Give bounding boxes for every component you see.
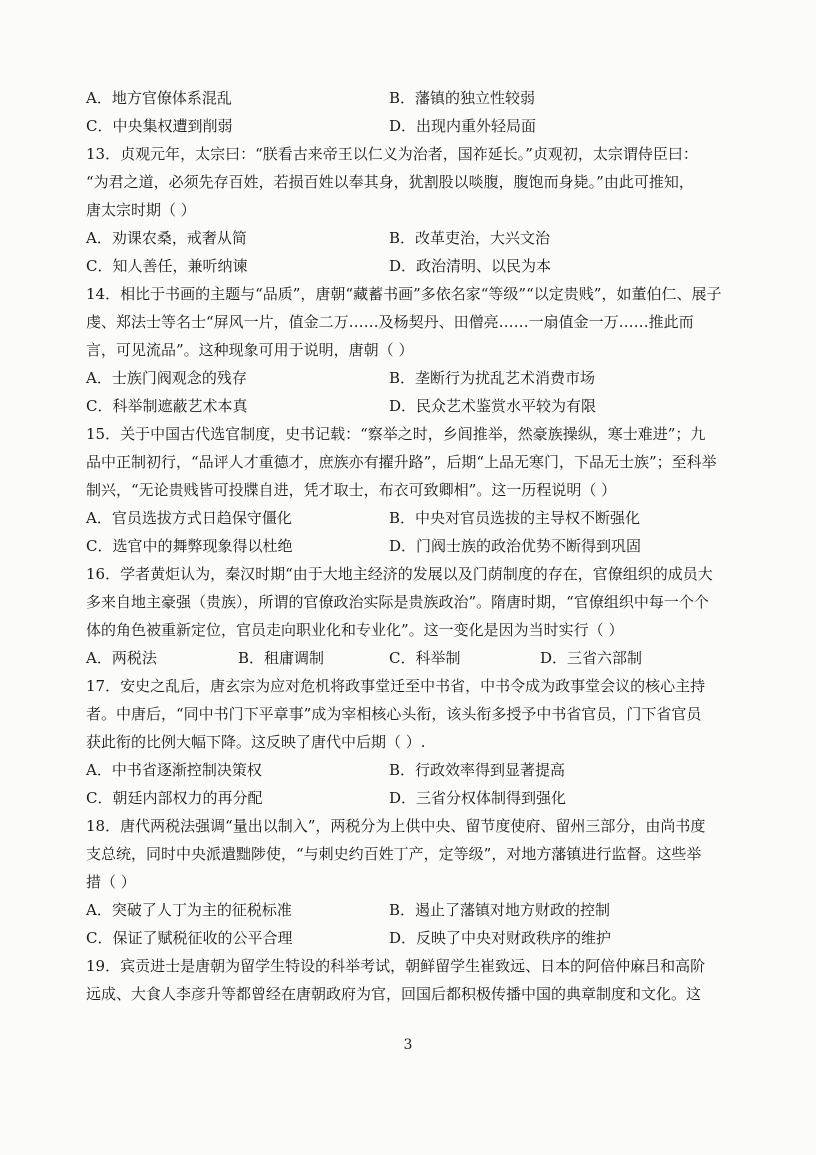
options-row (86, 644, 736, 672)
option-c: C．保证了赋税征收的公平合理 (86, 929, 293, 947)
option-a: A．两税法 (86, 649, 157, 667)
question-text: 18．唐代两税法强调“量出以制入”，两税分为上供中央、留节度使府、留州三部分，由尚书度 (86, 817, 706, 835)
options-row (86, 112, 736, 140)
option-a: A．官员选拔方式日趋保守僵化 (86, 509, 292, 527)
option-d: D．出现内重外轻局面 (389, 117, 537, 135)
option-a: A．中书省逐渐控制决策权 (86, 761, 262, 779)
question-16 (86, 560, 736, 672)
option-c: C．科举制 (389, 649, 461, 667)
question-text: 远成、大食人李彦升等都曾经在唐朝政府为官，回国后都积极传播中国的典章制度和文化。这 (86, 985, 702, 1003)
page-number: 3 (403, 1037, 413, 1053)
options-row (86, 896, 736, 924)
option-a: A．劝课农桑，戒奢从简 (86, 229, 247, 247)
question-14 (86, 280, 736, 420)
question-19 (86, 952, 736, 1008)
option-b: B．藩镇的独立性较弱 (389, 89, 536, 107)
options-row (86, 392, 736, 420)
option-c: C．知人善任，兼听纳谏 (86, 257, 248, 275)
option-b: B．行政效率得到显著提高 (389, 761, 566, 779)
option-d: D．门阀士族的政治优势不断得到巩固 (389, 537, 642, 555)
options-row (86, 84, 736, 112)
option-b: B．遏止了藩镇对地方财政的控制 (389, 901, 611, 919)
options-row (86, 364, 736, 392)
option-d: D．政治清明、以民为本 (389, 257, 552, 275)
option-d: D．反映了中央对财政秩序的维护 (389, 929, 612, 947)
option-a: A．突破了人丁为主的征税标准 (86, 901, 292, 919)
question-text: 唐太宗时期（ ） (86, 201, 196, 219)
option-b: B．租庸调制 (238, 649, 325, 667)
option-c: C．中央集权遭到削弱 (86, 117, 233, 135)
question-text: 制兴，“无论贵贱皆可投牒自进，凭才取士，布衣可致卿相”。这一历程说明（ ） (86, 481, 617, 499)
question-text: 体的角色被重新定位，官员走向职业化和专业化”。这一变化是因为当时实行（ ） (86, 621, 624, 639)
question-text: 者。中唐后，“同中书门下平章事”成为宰相核心头衔，该头衔多授予中书省官员，门下省官员 (86, 705, 702, 723)
question-text: 15．关于中国古代选官制度，史书记载：“察举之时，乡闾推举，然豪族操纵，寒士难进”；九 (86, 425, 706, 443)
question-text: 14．相比于书画的主题与“品质”，唐朝“藏蓄书画”多依名家“等级”“以定贵贱”，如董伯仁、展子 (86, 285, 722, 303)
option-d: D．三省六部制 (540, 649, 643, 667)
options-row (86, 924, 736, 952)
question-text: 言，可见流品”。这种现象可用于说明，唐朝（ ） (86, 341, 414, 359)
option-d: D．三省分权体制得到强化 (389, 789, 567, 807)
question-13 (86, 140, 736, 280)
options-row (86, 532, 736, 560)
option-c: C．选官中的舞弊现象得以杜绝 (86, 537, 293, 555)
options-row (86, 224, 736, 252)
question-text: 16．学者黄炬认为，秦汉时期“由于大地主经济的发展以及门荫制度的存在，官僚组织的成员大 (86, 565, 713, 583)
question-text: 13．贞观元年，太宗曰：“朕看古来帝王以仁义为治者，国祚延长。”贞观初，太宗谓侍臣曰： (86, 145, 698, 163)
options-row (86, 784, 736, 812)
option-a: A．士族门阀观念的残存 (86, 369, 247, 387)
question-text: 品中正制初行，“品评人才重德才，庶族亦有擢升路”，后期“上品无寒门，下品无士族”；至科举 (86, 453, 717, 471)
question-15 (86, 420, 736, 560)
question-text: 虔、郑法士等名士“屏风一片，值金二万……及杨契丹、田僧亮……一扇值金一万……推此而 (86, 313, 694, 331)
question-17 (86, 672, 736, 812)
question-text: 19．宾贡进士是唐朝为留学生特设的科举考试，朝鲜留学生崔致远、日本的阿倍仲麻吕和高阶 (86, 957, 706, 975)
question-text: 17．安史之乱后，唐玄宗为应对危机将政事堂迁至中书省，中书令成为政事堂会议的核心主持 (86, 677, 706, 695)
question-text: 支总统，同时中央派遣黜陟使，“与刺史约百姓丁产，定等级”，对地方藩镇进行监督。这些举 (86, 845, 702, 863)
options-row (86, 756, 736, 784)
question-text: 多来自地主豪强（贵族），所谓的官僚政治实际是贵族政治”。隋唐时期，“官僚组织中每一个个 (86, 593, 709, 611)
option-a: A．地方官僚体系混乱 (86, 89, 232, 107)
options-row (86, 252, 736, 280)
question-text: 获此衔的比例大幅下降。这反映了唐代中后期（ ）. (86, 733, 426, 751)
option-c: C．朝廷内部权力的再分配 (86, 789, 263, 807)
option-d: D．民众艺术鉴赏水平较为有限 (389, 397, 597, 415)
question-18 (86, 812, 736, 952)
page-content (86, 84, 736, 1008)
question-text: “为君之道，必须先存百姓，若损百姓以奉其身，犹割股以啖腹，腹饱而身毙。”由此可推知， (86, 173, 694, 191)
question-text: 措（ ） (86, 873, 136, 891)
option-b: B．垄断行为扰乱艺术消费市场 (389, 369, 596, 387)
option-c: C．科举制遮蔽艺术本真 (86, 397, 248, 415)
options-row (86, 504, 736, 532)
option-b: B．改革吏治，大兴文治 (389, 229, 551, 247)
option-b: B．中央对官员选拔的主导权不断强化 (389, 509, 641, 527)
